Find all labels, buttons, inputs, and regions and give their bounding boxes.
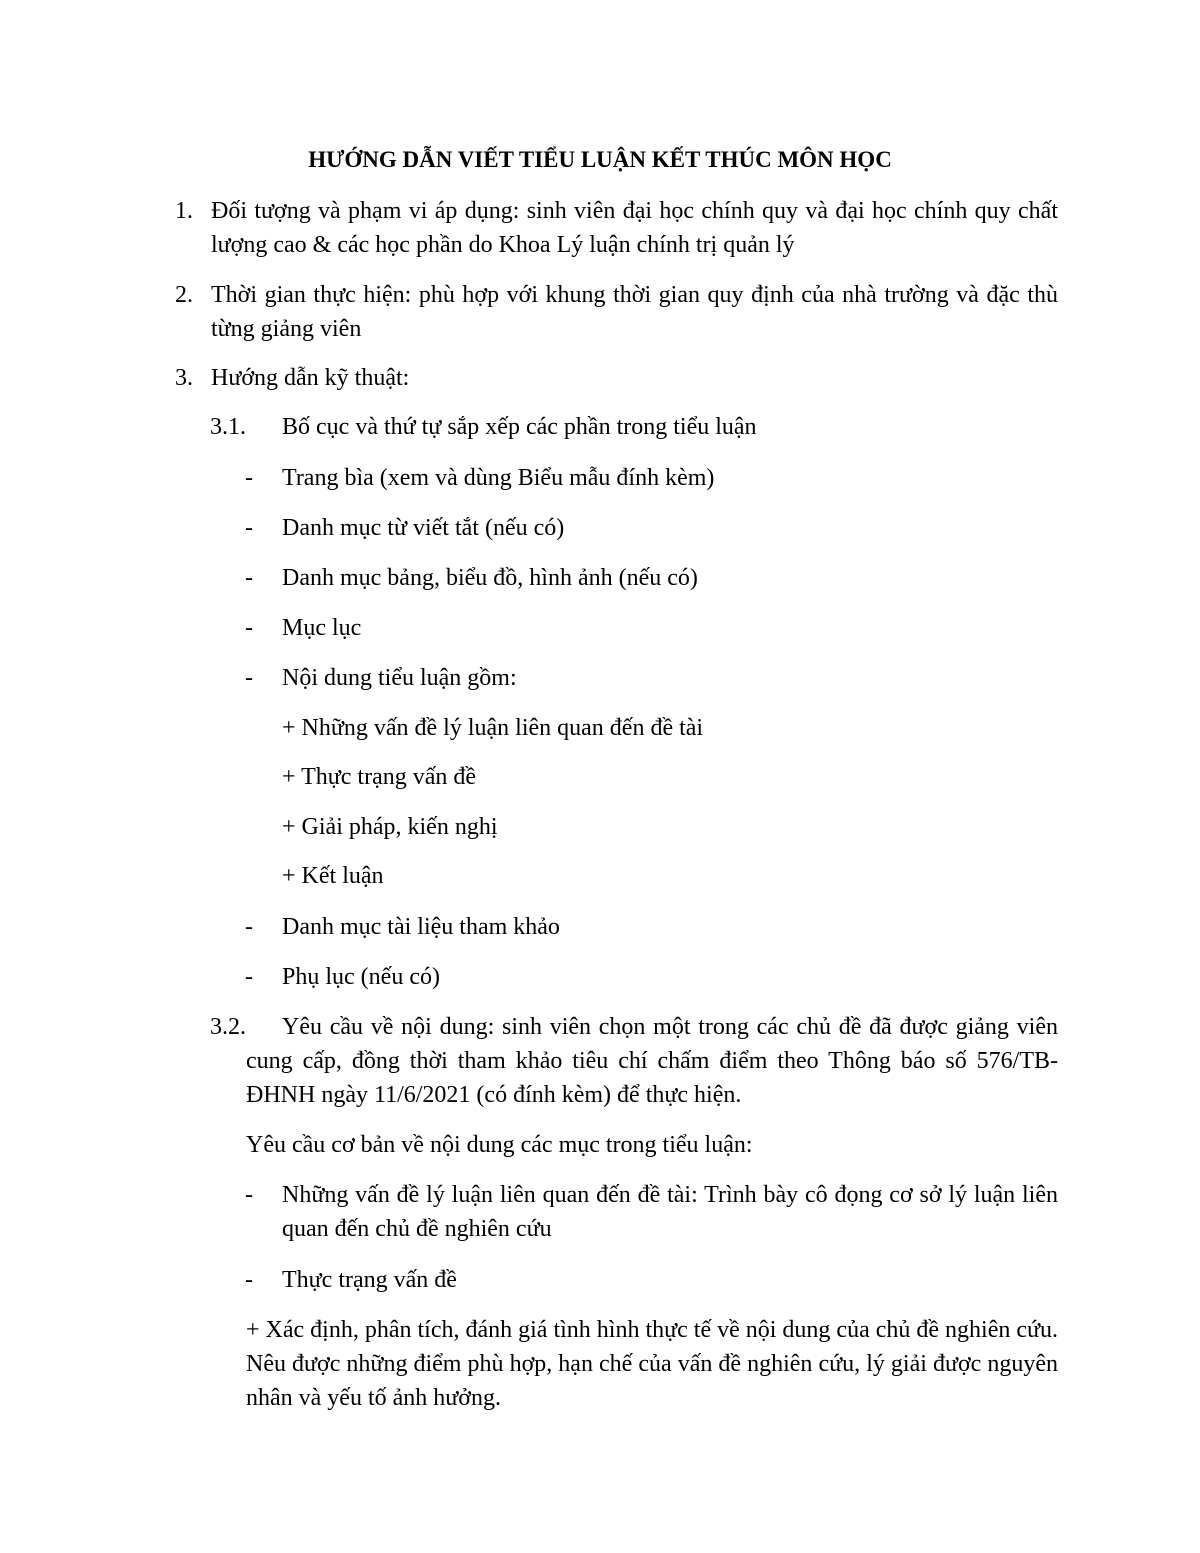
section-3-2-number: 3.2.	[210, 1014, 246, 1040]
section-3-1-heading: Bố cục và thứ tự sắp xếp các phần trong tiểu luận	[282, 414, 757, 440]
dash-item-text: Danh mục bảng, biểu đồ, hình ảnh (nếu có)	[282, 565, 698, 591]
dash-bullet: -	[245, 964, 253, 990]
plus-item: + Giải pháp, kiến nghị	[282, 814, 498, 840]
list-number: 3.	[175, 365, 193, 391]
dash-bullet: -	[245, 665, 253, 691]
basic-requirements-text: Yêu cầu cơ bản về nội dung các mục trong tiểu luận:	[246, 1132, 753, 1158]
dash-bullet: -	[245, 914, 253, 940]
list-item-2-text: Thời gian thực hiện: phù hợp với khung thời gian quy định của nhà trường và đặc thù từng giảng viên	[211, 282, 1058, 342]
dash-bullet: -	[245, 465, 253, 491]
plus-item: + Kết luận	[282, 863, 384, 889]
dash-item-text: Trang bìa (xem và dùng Biểu mẫu đính kèm)	[282, 465, 715, 491]
plus-item: + Thực trạng vấn đề	[282, 764, 477, 790]
list-item-3-text: Hướng dẫn kỹ thuật:	[211, 365, 410, 391]
plus-paragraph: + Xác định, phân tích, đánh giá tình hình thực tế về nội dung của chủ đề nghiên cứu. Nêu được những điểm phù hợp, hạn chế của vấn đề nghiên cứu, lý giải được nguyên nhân và yếu tố ảnh hưởng.	[246, 1317, 1059, 1411]
list-number: 1.	[175, 198, 193, 224]
document-title: HƯỚNG DẪN VIẾT TIỂU LUẬN KẾT THÚC MÔN HỌC	[308, 147, 892, 172]
dash-bullet: -	[245, 515, 253, 541]
list-item-1-text: Đối tượng và phạm vi áp dụng: sinh viên đại học chính quy và đại học chính quy chất lượng cao & các học phần do Khoa Lý luận chính trị quản lý	[211, 198, 1058, 258]
dash-bullet: -	[245, 615, 253, 641]
section-3-1-number: 3.1.	[210, 414, 246, 440]
dash-bullet: -	[245, 1267, 253, 1293]
dash-bullet: -	[245, 1182, 253, 1208]
section-3-2-text: Yêu cầu về nội dung: sinh viên chọn một trong các chủ đề đã được giảng viên cung cấp, đồng thời tham khảo tiêu chí chấm điểm theo Thông báo số 576/TB-ĐHNH ngày 11/6/2021 (có đính kèm) để thực hiện.	[246, 1014, 1058, 1108]
dash-item-text: Phụ lục (nếu có)	[282, 964, 440, 990]
dash-item-text: Mục lục	[282, 615, 362, 641]
dash-item-text: Thực trạng vấn đề	[282, 1267, 457, 1293]
dash-item-text: Những vấn đề lý luận liên quan đến đề tài: Trình bày cô đọng cơ sở lý luận liên quan đến chủ đề nghiên cứu	[282, 1182, 1058, 1242]
dash-item-text: Danh mục tài liệu tham khảo	[282, 914, 560, 940]
dash-item-text: Danh mục từ viết tắt (nếu có)	[282, 515, 565, 541]
list-number: 2.	[175, 282, 193, 308]
dash-item-text: Nội dung tiểu luận gồm:	[282, 665, 517, 691]
dash-bullet: -	[245, 565, 253, 591]
plus-item: + Những vấn đề lý luận liên quan đến đề tài	[282, 715, 704, 741]
